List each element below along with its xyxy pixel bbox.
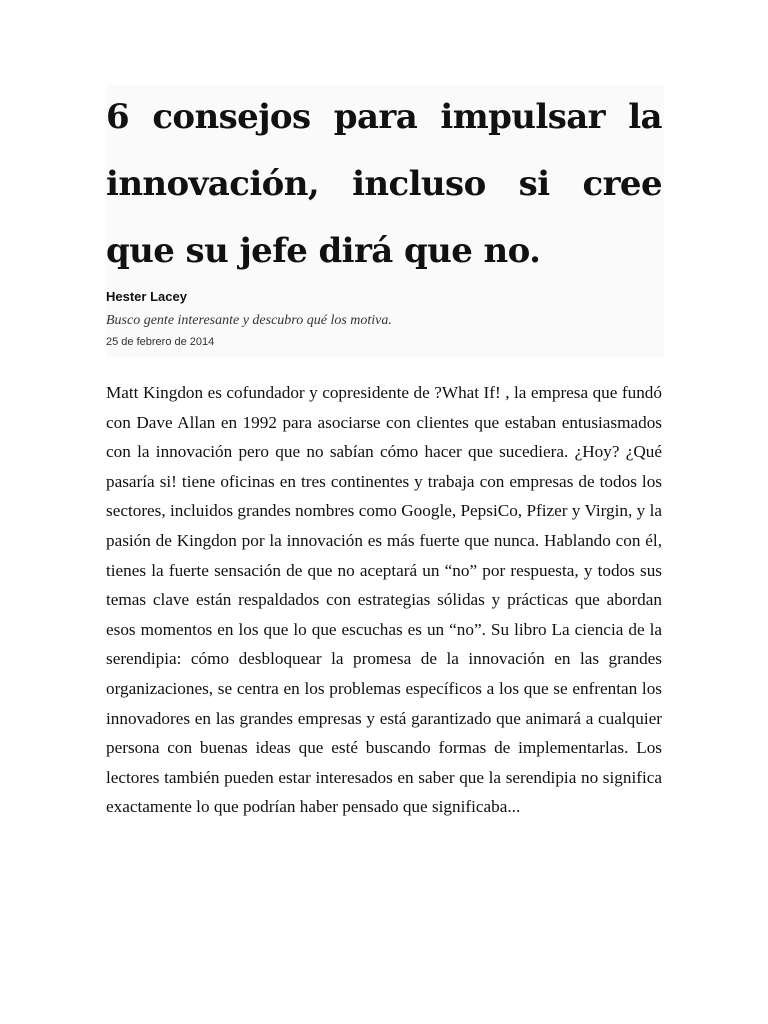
article-body: Matt Kingdon es cofundador y copresidente de ?What If! , la empresa que fundó con Dave Allan en 1992 para asociarse con clientes que estaban entusiasmados con la innovación pero que no sabían cómo hacer que sucediera. ¿Hoy? ¿Qué pasaría si! tiene oficinas en tres continentes y trabaja con empresas de todos los sectores, incluidos grandes nombres como Google, PepsiCo, Pfizer y Virgin, y la pasión de Kingdon por la innovación es más fuerte que nunca. Hablando con él, tienes la fuerte sensación de que no aceptará un “no” por respuesta, y todos sus temas clave están respaldados con estrategias sólidas y prácticas que abordan esos momentos en los que lo que escuchas es un “no”. Su libro La ciencia de la serendipia: cómo desbloquear la promesa de la innovación en las grandes organizaciones, se centra en los problemas específicos a los que se enfrentan los innovadores en las grandes empresas y está garantizado que animará a cualquier persona con buenas ideas que esté buscando formas de implementarlas. Los lectores también pueden estar interesados en saber que la serendipia no significa exactamente lo que podrían haber pensado que significaba... (106, 383, 662, 817)
article-title: 6 consejos para impulsar la innovación, incluso si cree que su jefe dirá que no. (106, 97, 662, 271)
author-tagline: Busco gente interesante y descubro qué los motiva. (106, 313, 392, 328)
publication-date: 25 de febrero de 2014 (106, 336, 215, 348)
author-name: Hester Lacey (106, 289, 187, 304)
